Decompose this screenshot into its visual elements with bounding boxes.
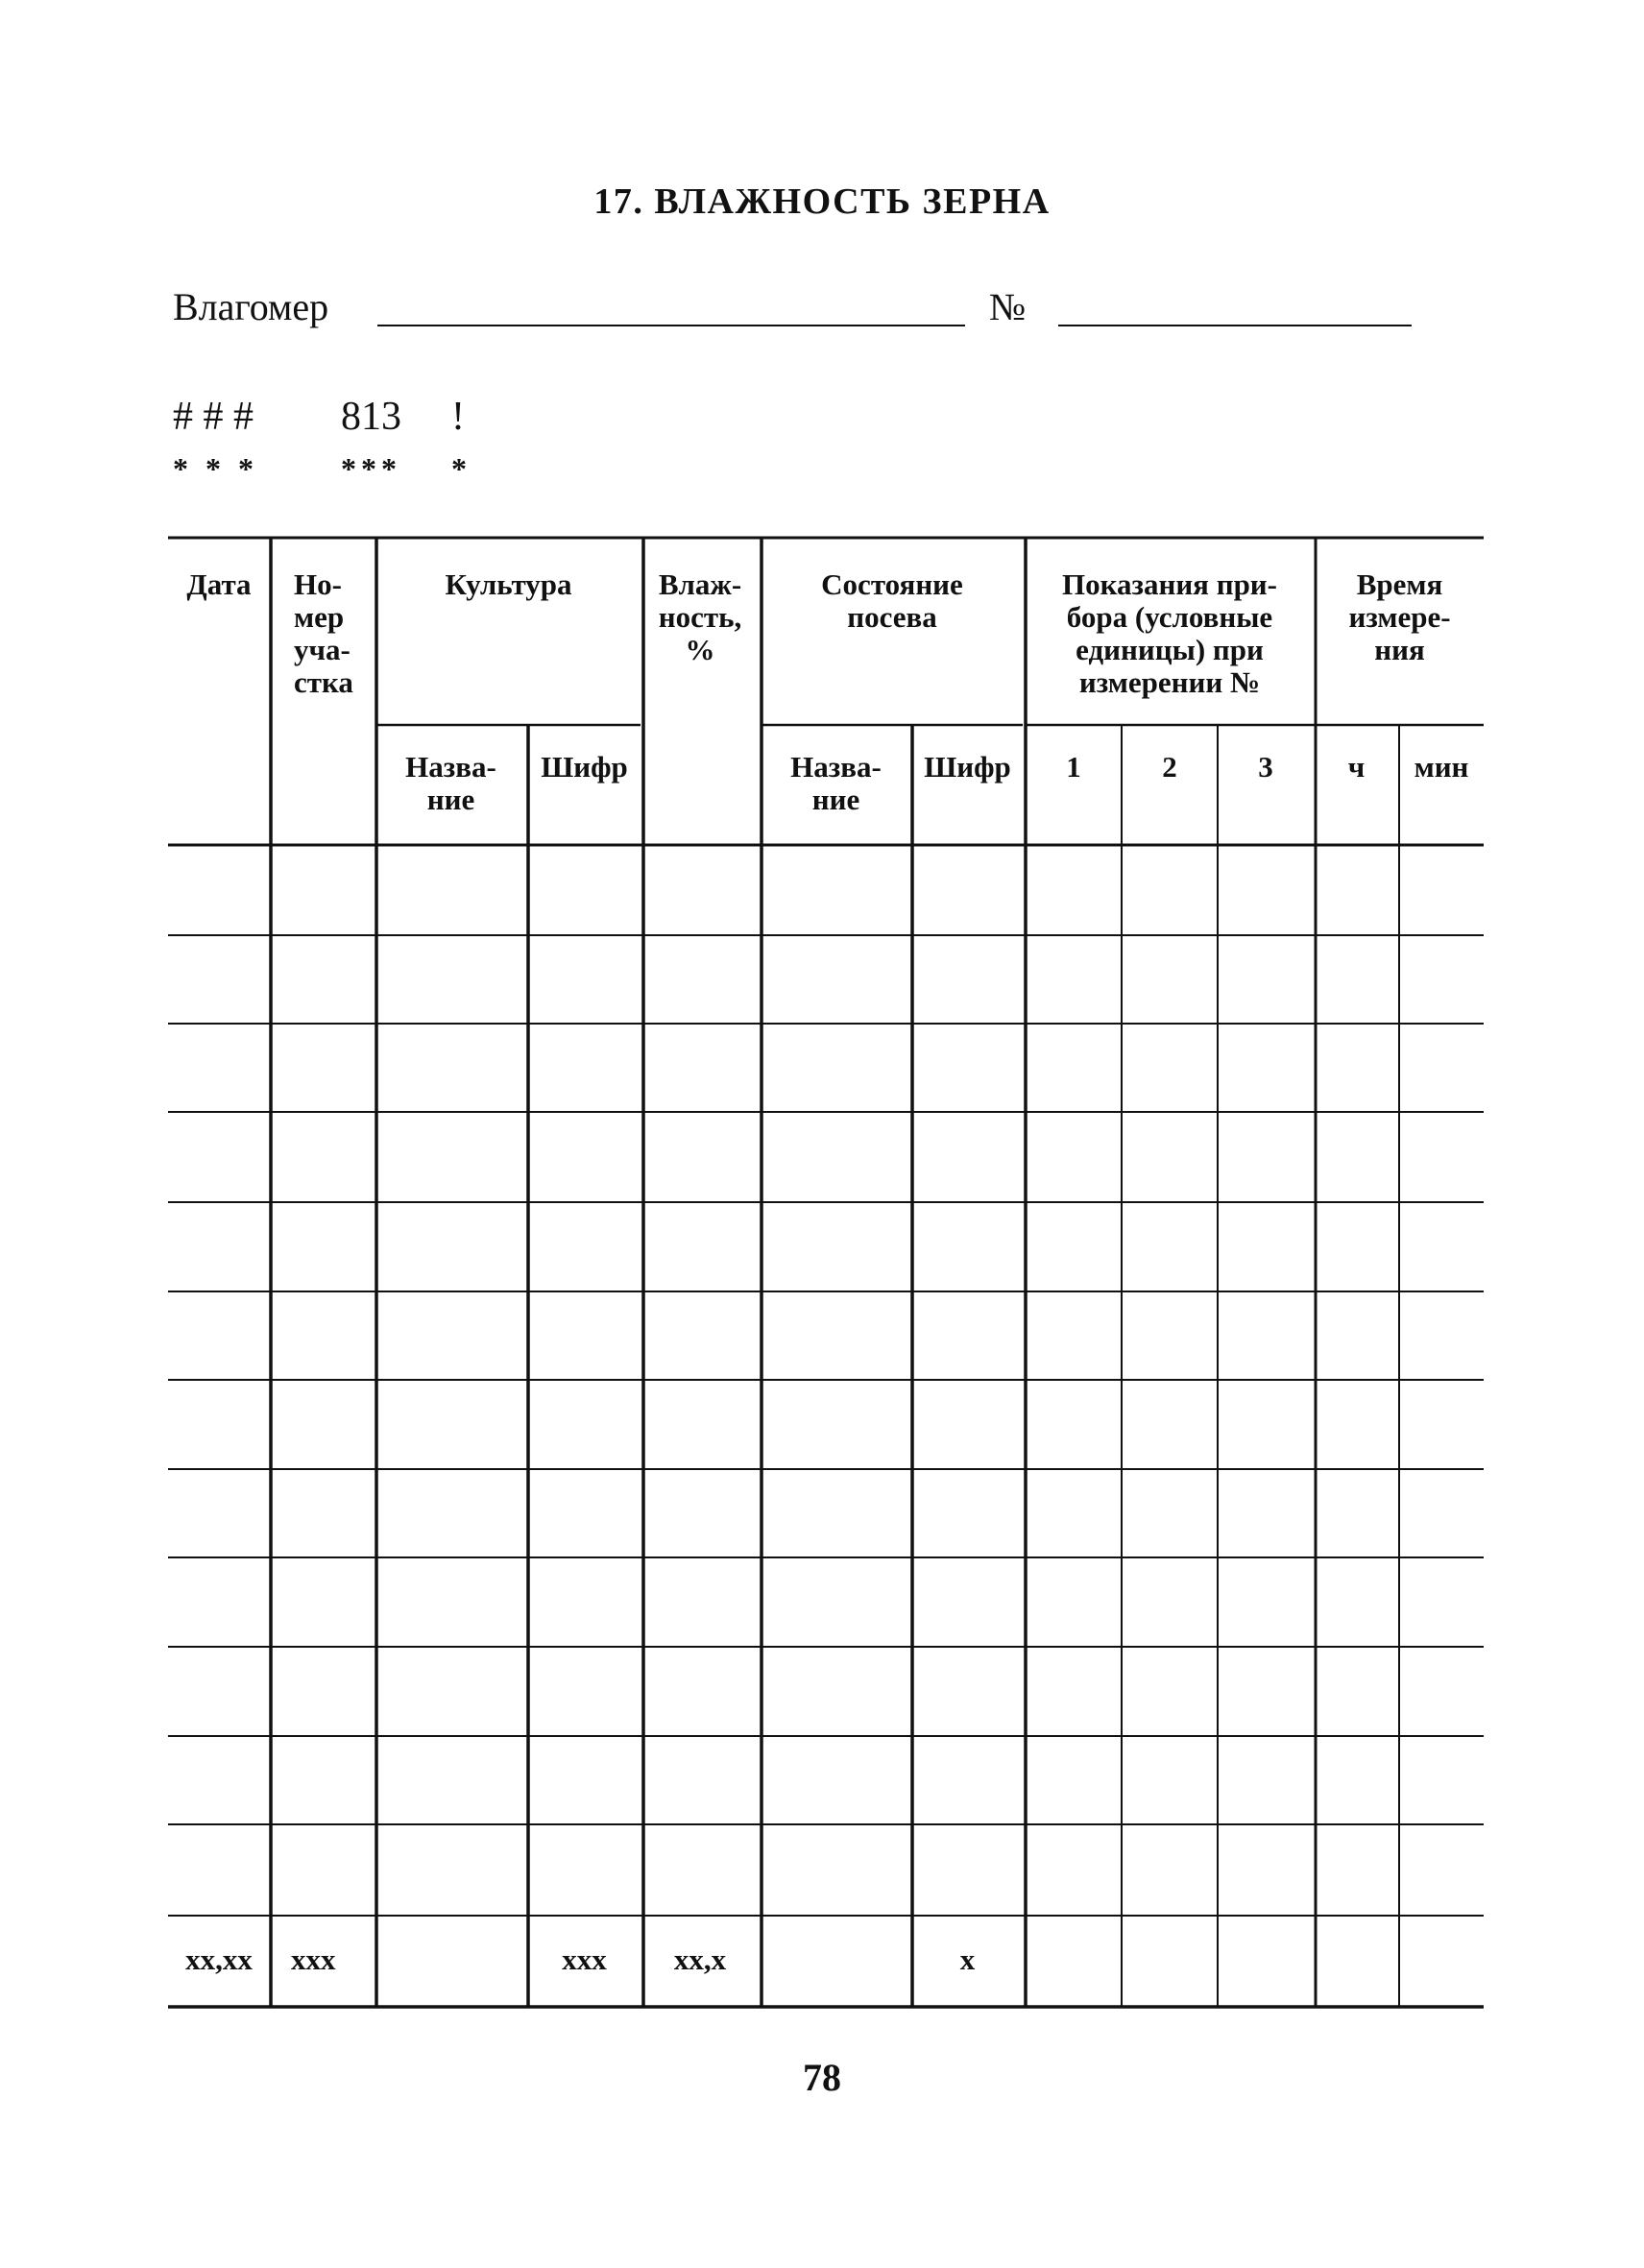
header-state-name: Назва- ние bbox=[790, 750, 882, 816]
format-moisture: xx,x bbox=[673, 1942, 727, 1976]
format-crop-code: xxx bbox=[562, 1942, 607, 1976]
header-readings: Показания при- бора (условные единицы) при измерении № bbox=[1062, 567, 1277, 699]
format-state-code: x bbox=[959, 1942, 976, 1976]
header-reading-2: 2 bbox=[1162, 750, 1177, 784]
code-stars-2: *** bbox=[341, 451, 401, 486]
format-date: xx,xx bbox=[185, 1942, 253, 1976]
format-plot-number: xxx bbox=[291, 1942, 336, 1976]
header-reading-3: 3 bbox=[1258, 750, 1273, 784]
code-hashes: # # # bbox=[173, 395, 254, 439]
code-stars-3: * bbox=[451, 451, 471, 486]
header-crop-state: Состояние посева bbox=[821, 567, 963, 634]
code-exclamation: ! bbox=[451, 395, 465, 439]
header-moisture: Влаж- ность, % bbox=[658, 567, 742, 666]
header-plot-number: Но- мер уча- стка bbox=[294, 567, 353, 699]
moisture-meter-label: Влагомер bbox=[173, 285, 329, 328]
header-crop-name: Назва- ние bbox=[405, 750, 496, 816]
header-state-code: Шифр bbox=[924, 750, 1011, 784]
code-number: 813 bbox=[341, 395, 401, 439]
page-title: 17. ВЛАЖНОСТЬ ЗЕРНА bbox=[593, 181, 1051, 222]
header-time: Время измере- ния bbox=[1348, 567, 1451, 666]
header-hour: ч bbox=[1347, 750, 1366, 784]
header-reading-1: 1 bbox=[1066, 750, 1081, 784]
code-stars-1: * * * bbox=[173, 451, 258, 486]
header-date: Дата bbox=[186, 567, 252, 601]
header-minute: мин bbox=[1414, 750, 1469, 784]
header-crop: Культура bbox=[445, 567, 572, 601]
header-crop-code: Шифр bbox=[541, 750, 628, 784]
moisture-meter-number-label: № bbox=[989, 285, 1027, 328]
page-number: 78 bbox=[803, 2056, 841, 2099]
